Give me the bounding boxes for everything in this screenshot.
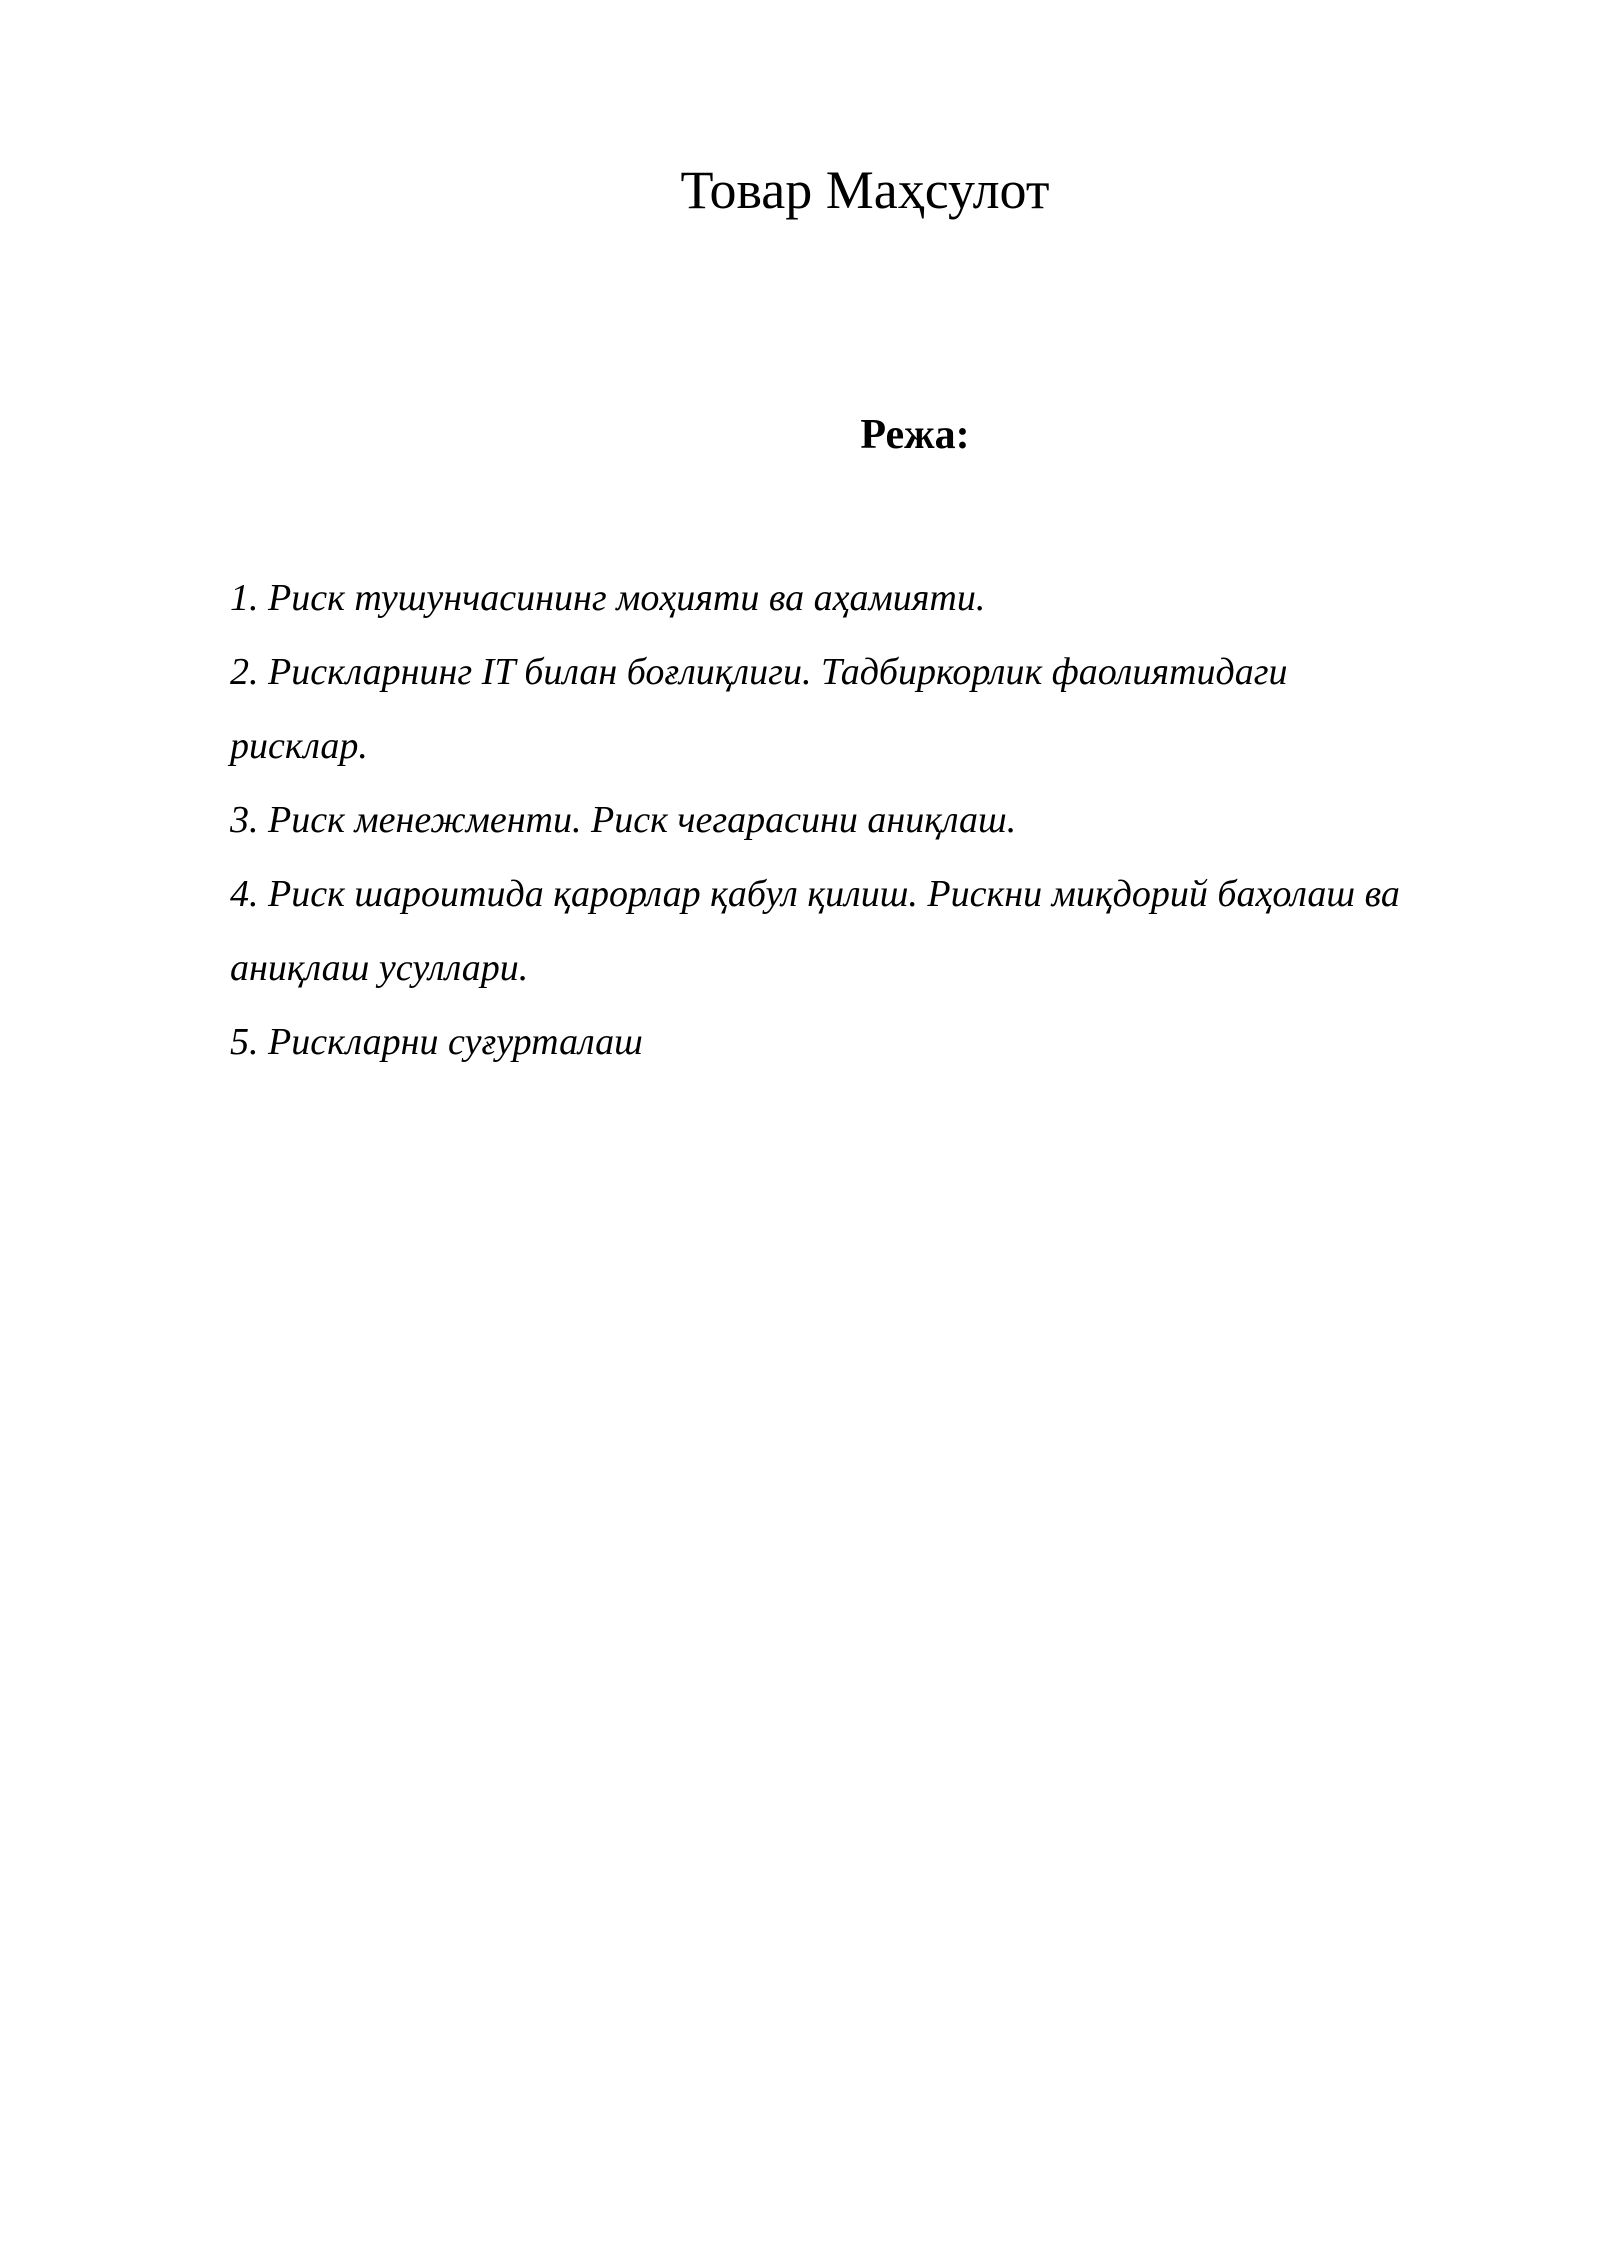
list-item-text: Риск менежменти. Риск чегарасини аниқлаш.: [268, 799, 1017, 841]
list-item: [230, 783, 1410, 857]
page-title: Товар Маҳсулот: [680, 160, 1050, 220]
plan-list: [230, 561, 1410, 1079]
list-item-number: 4.: [230, 873, 259, 915]
list-item: [230, 635, 1410, 783]
list-item-number: 5.: [230, 1021, 259, 1063]
list-item-number: 2.: [230, 651, 259, 693]
plan-heading: Режа:: [860, 412, 970, 458]
list-item-text: Риск тушунчасининг моҳияти ва аҳамияти.: [268, 577, 986, 619]
list-item: [230, 857, 1410, 1005]
list-item-number: 1.: [230, 577, 259, 619]
list-item-number: 3.: [230, 799, 259, 841]
list-item-text: Рискларни суғурталаш: [268, 1021, 643, 1063]
list-item-text: Рискларнинг IT билан боғлиқлиги. Тадбиркорлик фаолиятидаги рисклар.: [230, 651, 1288, 767]
list-item: [230, 1005, 1410, 1079]
list-item: [230, 561, 1410, 635]
list-item-text: Риск шароитида қарорлар қабул қилиш. Рискни миқдорий баҳолаш ва аниқлаш усуллари.: [230, 873, 1400, 989]
